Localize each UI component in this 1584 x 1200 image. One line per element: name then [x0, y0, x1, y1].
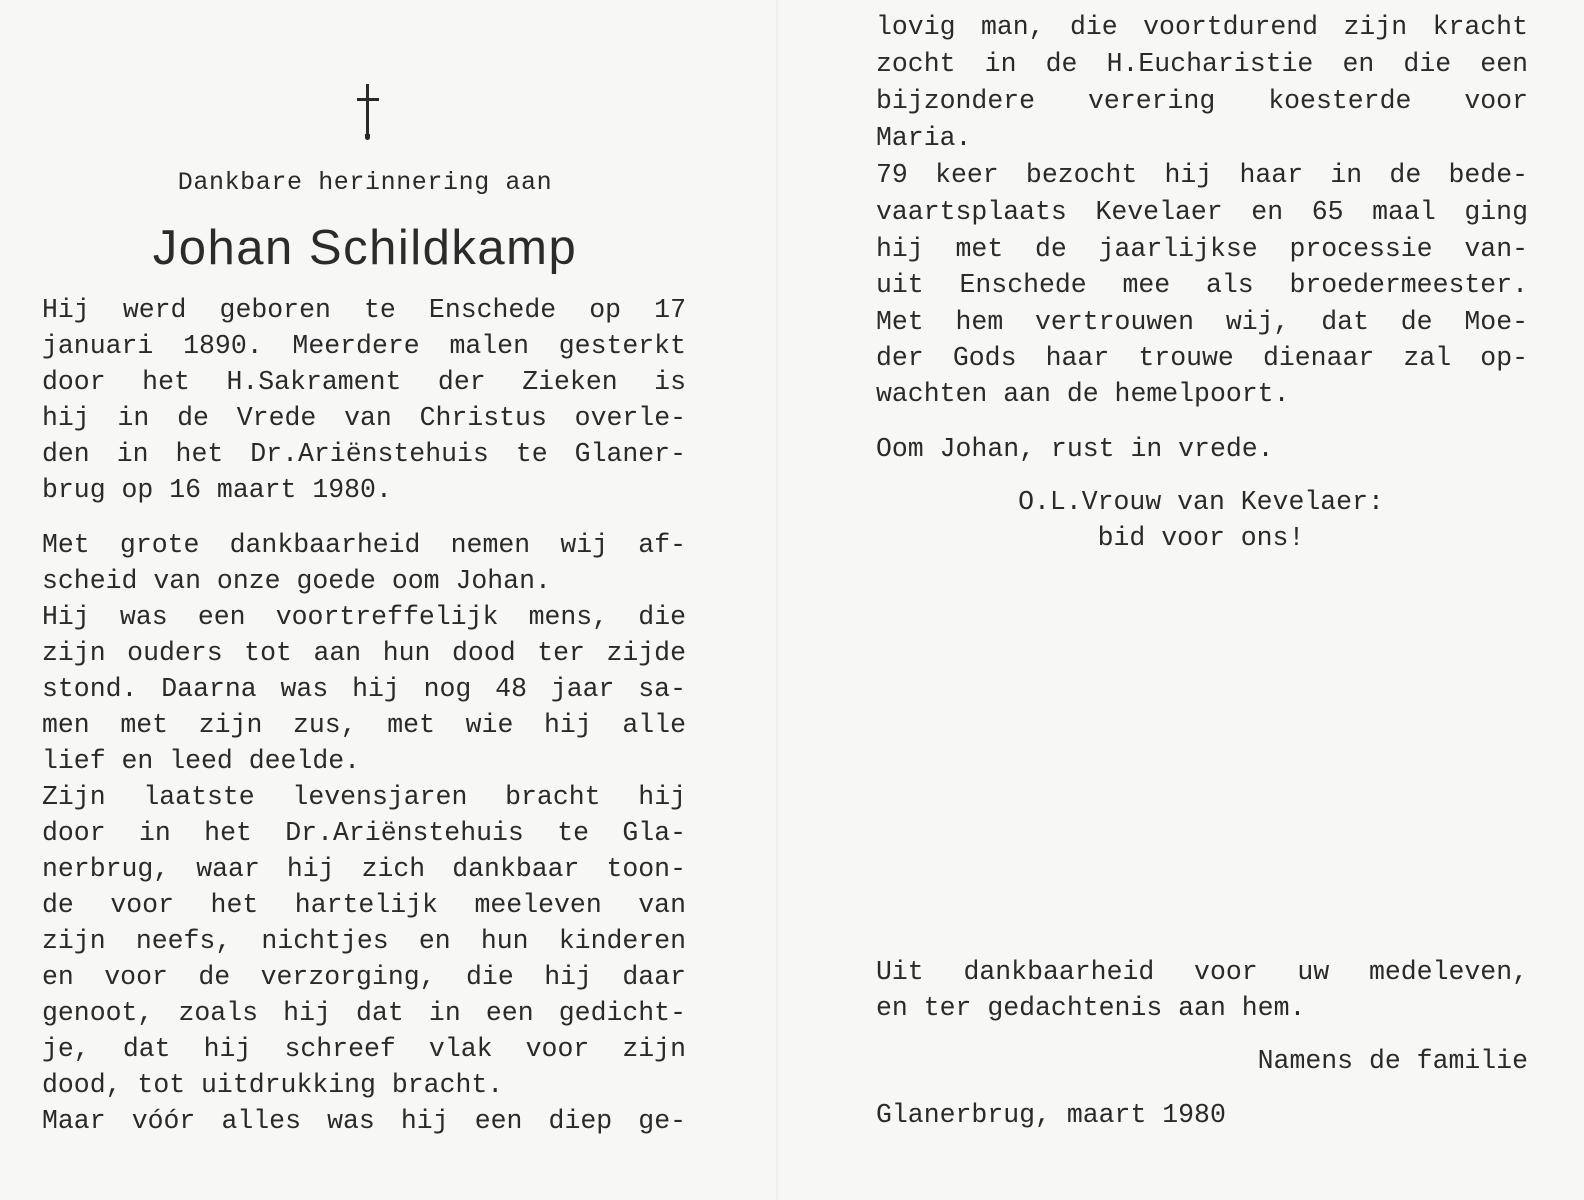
text-line: Maar vóór alles was hij een diep ge-: [42, 1106, 686, 1136]
prayer-line: O.L.Vrouw van Kevelaer:: [1018, 487, 1384, 517]
text-line: bijzondere verering koesterde voor: [876, 86, 1528, 116]
text-line: der Gods haar trouwe dienaar zal op-: [876, 343, 1528, 373]
text-line: Hij was een voortreffelijk mens, die: [42, 602, 686, 632]
thanks-line: Uit dankbaarheid voor uw medeleven,: [876, 957, 1528, 987]
thanks-line: en ter gedachtenis aan hem.: [876, 993, 1306, 1023]
text-line: men met zijn zus, met wie hij alle: [42, 710, 686, 740]
text-line: lovig man, die voortdurend zijn kracht: [876, 12, 1528, 42]
text-line: vaartsplaats Kevelaer en 65 maal ging: [876, 197, 1528, 227]
cross-icon: [357, 84, 379, 140]
text-line: zijn neefs, nichtjes en hun kinderen: [42, 926, 686, 956]
text-line: lief en leed deelde.: [42, 746, 361, 776]
text-line: Met grote dankbaarheid nemen wij af-: [42, 530, 686, 560]
deceased-name: Johan Schildkamp: [152, 221, 578, 275]
text-line: door in het Dr.Ariënstehuis te Gla-: [42, 818, 686, 848]
text-line: 79 keer bezocht hij haar in de bede-: [876, 160, 1528, 190]
text-line: zijn ouders tot aan hun dood ter zijde: [42, 638, 686, 668]
text-line: genoot, zoals hij dat in een gedicht-: [42, 998, 686, 1028]
card-fold: [776, 0, 778, 1200]
text-line: en voor de verzorging, die hij daar: [42, 962, 686, 992]
text-line: januari 1890. Meerdere malen gesterkt: [42, 331, 686, 361]
farewell-line: Oom Johan, rust in vrede.: [876, 434, 1274, 464]
text-line: de voor het hartelijk meeleven van: [42, 890, 686, 920]
text-line: nerbrug, waar hij zich dankbaar toon-: [42, 854, 686, 884]
text-line: scheid van onze goede oom Johan.: [42, 566, 551, 596]
prayer-line: bid voor ons!: [1097, 523, 1305, 553]
text-line: den in het Dr.Ariënstehuis te Glaner-: [42, 439, 686, 469]
text-line: Zijn laatste levensjaren bracht hij: [42, 782, 686, 812]
text-line: Maria.: [876, 123, 972, 153]
text-line: je, dat hij schreef vlak voor zijn: [42, 1034, 686, 1064]
text-line: hij met de jaarlijkse processie van-: [876, 234, 1528, 264]
text-line: wachten aan de hemelpoort.: [876, 379, 1290, 409]
text-line: brug op 16 maart 1980.: [42, 475, 392, 505]
text-line: stond. Daarna was hij nog 48 jaar sa-: [42, 674, 686, 704]
card-heading: Dankbare herinnering aan: [177, 168, 553, 197]
text-line: hij in de Vrede van Christus overle-: [42, 403, 686, 433]
text-line: uit Enschede mee als broedermeester.: [876, 270, 1528, 300]
signature: Namens de familie: [1257, 1046, 1528, 1076]
text-line: Hij werd geboren te Enschede op 17: [42, 295, 686, 325]
text-line: zocht in de H.Eucharistie en die een: [876, 49, 1528, 79]
text-line: door het H.Sakrament der Zieken is: [42, 367, 686, 397]
text-line: Met hem vertrouwen wij, dat de Moe-: [876, 307, 1528, 337]
text-line: dood, tot uitdrukking bracht.: [42, 1070, 504, 1100]
place-date: Glanerbrug, maart 1980: [876, 1100, 1226, 1130]
